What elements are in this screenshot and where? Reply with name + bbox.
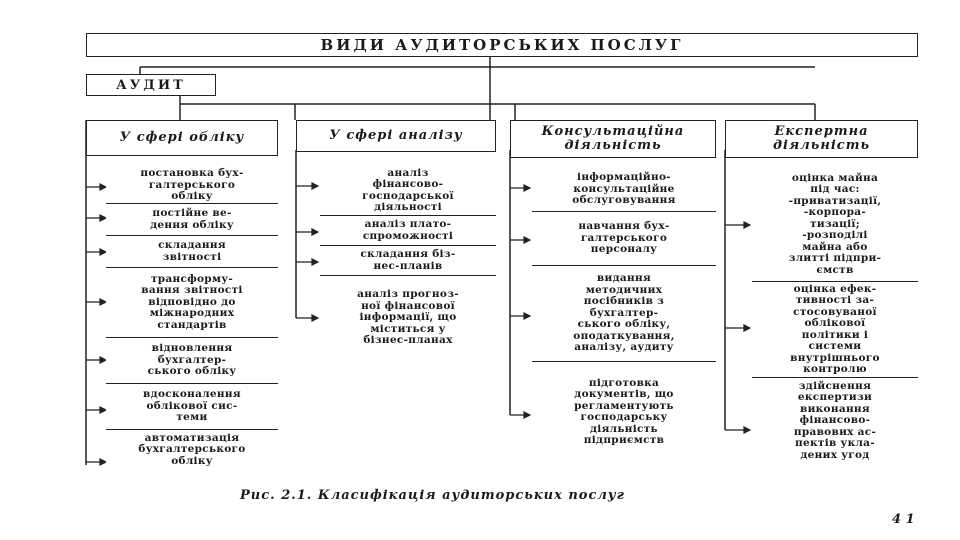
expert-item bbox=[752, 378, 918, 464]
item-text: здійснення експертизи виконання фінансово- правових ас- пектів укла- дених угод bbox=[793, 379, 877, 461]
column-header-label: У сфері обліку bbox=[119, 130, 245, 145]
consulting-item bbox=[532, 362, 716, 462]
audit-label: АУДИТ bbox=[116, 77, 186, 93]
figure-caption: Рис. 2.1. Класифікація аудиторських послуг bbox=[240, 488, 625, 503]
consulting-item bbox=[532, 266, 716, 362]
page-number: 4 1 bbox=[892, 512, 915, 527]
item-text: оцінка майна під час: -приватизації, -корпора- тизації; -розподілі майна або злитті підпри- ємств bbox=[788, 171, 882, 276]
item-text: складання звітності bbox=[158, 239, 226, 263]
accounting-item bbox=[106, 430, 278, 470]
column-header-analysis bbox=[296, 120, 496, 152]
analysis-item bbox=[320, 216, 496, 246]
accounting-item bbox=[106, 268, 278, 338]
item-text: аналіз плато- спроможності bbox=[362, 218, 454, 242]
analysis-item bbox=[320, 166, 496, 216]
column-header-consulting bbox=[510, 120, 716, 158]
column-header-label: Експертна діяльність bbox=[772, 124, 871, 153]
item-text: постановка бух- галтерського обліку bbox=[140, 167, 244, 203]
accounting-item bbox=[106, 204, 278, 236]
column-header-expert bbox=[725, 120, 918, 158]
column-header-label: У сфері аналізу bbox=[329, 128, 463, 143]
consulting-item bbox=[532, 168, 716, 212]
item-text: видання методичних посібників з бухгалтер- ського обліку, оподаткування, аналізу, аудиту bbox=[573, 272, 675, 354]
item-text: відновлення бухгалтер- ського обліку bbox=[147, 342, 237, 378]
item-text: вдосконалення облікової сис- теми bbox=[143, 388, 241, 424]
item-text: постійне ве- дення обліку bbox=[150, 207, 234, 231]
item-text: аналіз прогноз- ної фінансової інформації, що міститься у бізнес-планах bbox=[357, 288, 459, 347]
accounting-item bbox=[106, 236, 278, 268]
accounting-item bbox=[106, 384, 278, 430]
item-text: оцінка ефек- тивності за- стосовуваної облікової політики і системи внутрішнього контролю bbox=[790, 282, 880, 375]
item-text: підготовка документів, що регламентують господарську діяльність підприємств bbox=[574, 376, 674, 446]
consulting-item bbox=[532, 212, 716, 266]
item-text: навчання бух- галтерського персоналу bbox=[578, 220, 670, 256]
column-header-accounting bbox=[86, 120, 278, 156]
item-text: аналіз фінансово- господарської діяльності bbox=[362, 166, 454, 213]
analysis-item bbox=[320, 246, 496, 276]
item-text: трансформу- вання звітності відповідно до міжнародних стандартів bbox=[141, 272, 243, 331]
accounting-item bbox=[106, 338, 278, 384]
expert-item bbox=[752, 282, 918, 378]
accounting-item bbox=[106, 168, 278, 204]
column-header-label: Консультаційна діяльність bbox=[541, 124, 685, 153]
item-text: складання біз- нес-планів bbox=[360, 248, 456, 272]
audit-box bbox=[86, 74, 216, 96]
expert-item bbox=[752, 168, 918, 282]
item-text: інформаційно- консультаційне обслуговування bbox=[572, 171, 676, 207]
diagram-title-box bbox=[86, 33, 918, 57]
diagram-title: ВИДИ АУДИТОРСЬКИХ ПОСЛУГ bbox=[320, 36, 684, 54]
analysis-item bbox=[320, 276, 496, 360]
item-text: автоматизація бухгалтерського обліку bbox=[138, 431, 246, 467]
